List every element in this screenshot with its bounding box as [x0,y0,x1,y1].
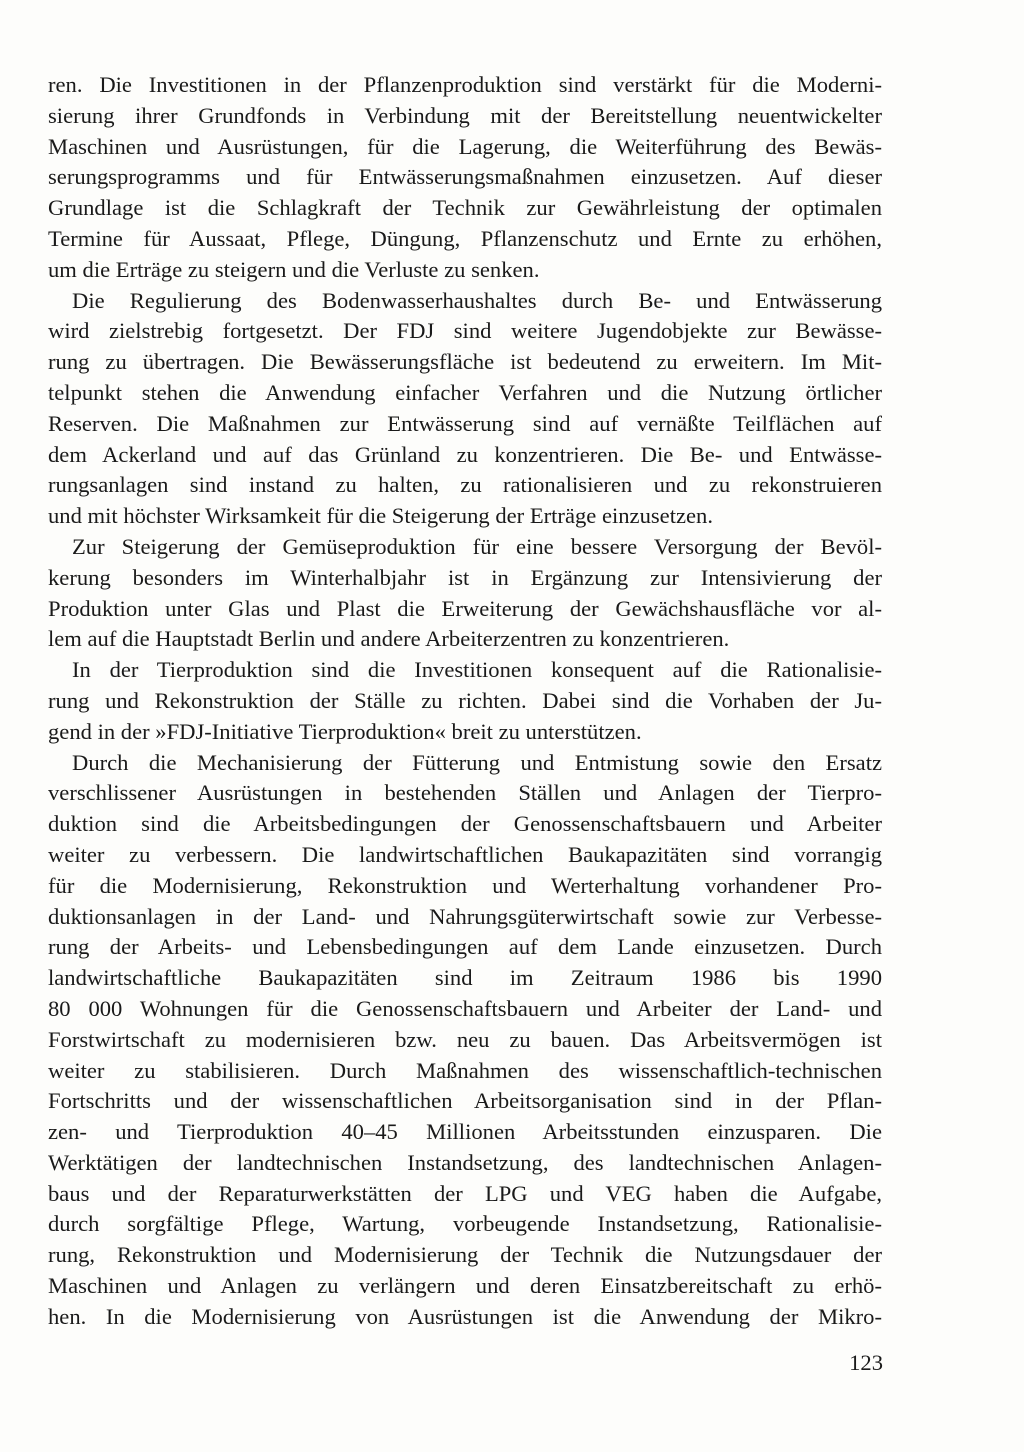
text-line: gend in der »FDJ-Initiative Tierproduktion« breit zu unterstützen. [48,718,642,744]
text-line: In der Tierproduktion sind die Investitionen konsequent auf die Rationalisie- [72,657,882,683]
text-line: Forstwirtschaft zu modernisieren bzw. neu zu bauen. Das Arbeitsvermögen ist [48,1026,882,1052]
text-line: Zur Steigerung der Gemüseproduktion für eine bessere Versorgung der Bevöl- [72,533,882,559]
text-line: zen- und Tierproduktion 40–45 Millionen Arbeitsstunden einzusparen. Die [48,1119,882,1145]
text-line: Grundlage ist die Schlagkraft der Technik zur Gewährleistung der optimalen [48,195,882,221]
text-line: Die Regulierung des Bodenwasserhaushaltes durch Be- und Entwässerung [72,287,882,313]
body-text [48,70,882,1333]
text-line: rung, Rekonstruktion und Modernisierung der Technik die Nutzungsdauer der [48,1242,882,1268]
text-line: um die Erträge zu steigern und die Verluste zu senken. [48,256,540,282]
text-line: Durch die Mechanisierung der Fütterung und Entmistung sowie den Ersatz [72,749,882,775]
text-line: kerung besonders im Winterhalbjahr ist in Ergänzung zur Intensivierung der [48,564,882,590]
text-line: wird zielstrebig fortgesetzt. Der FDJ sind weitere Jugendobjekte zur Bewässe- [48,318,882,344]
text-line: dem Ackerland und auf das Grünland zu konzentrieren. Die Be- und Entwässe- [48,441,882,467]
text-line: rung zu übertragen. Die Bewässerungsfläche ist bedeutend zu erweitern. Im Mit- [48,349,882,375]
text-line: verschlissener Ausrüstungen in bestehenden Ställen und Anlagen der Tierpro- [48,780,882,806]
text-line: rungsanlagen sind instand zu halten, zu rationalisieren und zu rekonstruieren [48,472,882,498]
text-line: Maschinen und Ausrüstungen, für die Lagerung, die Weiterführung des Bewäs- [48,133,882,159]
text-line: Werktätigen der landtechnischen Instandsetzung, des landtechnischen Anlagen- [48,1149,882,1175]
text-line: telpunkt stehen die Anwendung einfacher Verfahren und die Nutzung örtlicher [48,379,882,405]
text-line: 80 000 Wohnungen für die Genossenschaftsbauern und Arbeiter der Land- und [48,995,882,1021]
text-line: Termine für Aussaat, Pflege, Düngung, Pflanzenschutz und Ernte zu erhöhen, [48,225,882,251]
text-line: landwirtschaftliche Baukapazitäten sind im Zeitraum 1986 bis 1990 [48,965,882,991]
text-line: sierung ihrer Grundfonds in Verbindung mit der Bereitstellung neuentwickelter [48,102,882,128]
text-line: weiter zu verbessern. Die landwirtschaftlichen Baukapazitäten sind vorrangig [48,841,882,867]
text-line: Maschinen und Anlagen zu verlängern und deren Einsatzbereitschaft zu erhö- [48,1273,882,1299]
text-line: Produktion unter Glas und Plast die Erweiterung der Gewächshausfläche vor al- [48,595,882,621]
text-line: Fortschritts und der wissenschaftlichen Arbeitsorganisation sind in der Pflan- [48,1088,882,1114]
text-line: rung und Rekonstruktion der Ställe zu richten. Dabei sind die Vorhaben der Ju- [48,687,882,713]
text-line: durch sorgfältige Pflege, Wartung, vorbeugende Instandsetzung, Rationalisie- [48,1211,882,1237]
text-line: duktion sind die Arbeitsbedingungen der Genossenschaftsbauern und Arbeiter [48,811,882,837]
text-line: serungsprogramms und für Entwässerungsmaßnahmen einzusetzen. Auf dieser [48,164,882,190]
text-line: baus und der Reparaturwerkstätten der LPG und VEG haben die Aufgabe, [48,1180,882,1206]
text-line: weiter zu stabilisieren. Durch Maßnahmen des wissenschaftlich-technischen [48,1057,882,1083]
text-line: und mit höchster Wirksamkeit für die Steigerung der Erträge einzusetzen. [48,503,713,529]
text-line: duktionsanlagen in der Land- und Nahrungsgüterwirtschaft sowie zur Verbesse- [48,903,882,929]
text-line: rung der Arbeits- und Lebensbedingungen auf dem Lande einzusetzen. Durch [48,934,882,960]
page-number: 123 [849,1350,883,1375]
text-line: hen. In die Modernisierung von Ausrüstungen ist die Anwendung der Mikro- [48,1303,882,1329]
text-line: für die Modernisierung, Rekonstruktion und Werterhaltung vorhandener Pro- [48,872,882,898]
text-line: ren. Die Investitionen in der Pflanzenproduktion sind verstärkt für die Moderni- [48,72,882,97]
text-line: lem auf die Hauptstadt Berlin und andere Arbeiterzentren zu konzentrieren. [48,626,730,652]
text-line: Reserven. Die Maßnahmen zur Entwässerung sind auf vernäßte Teilflächen auf [48,410,882,436]
